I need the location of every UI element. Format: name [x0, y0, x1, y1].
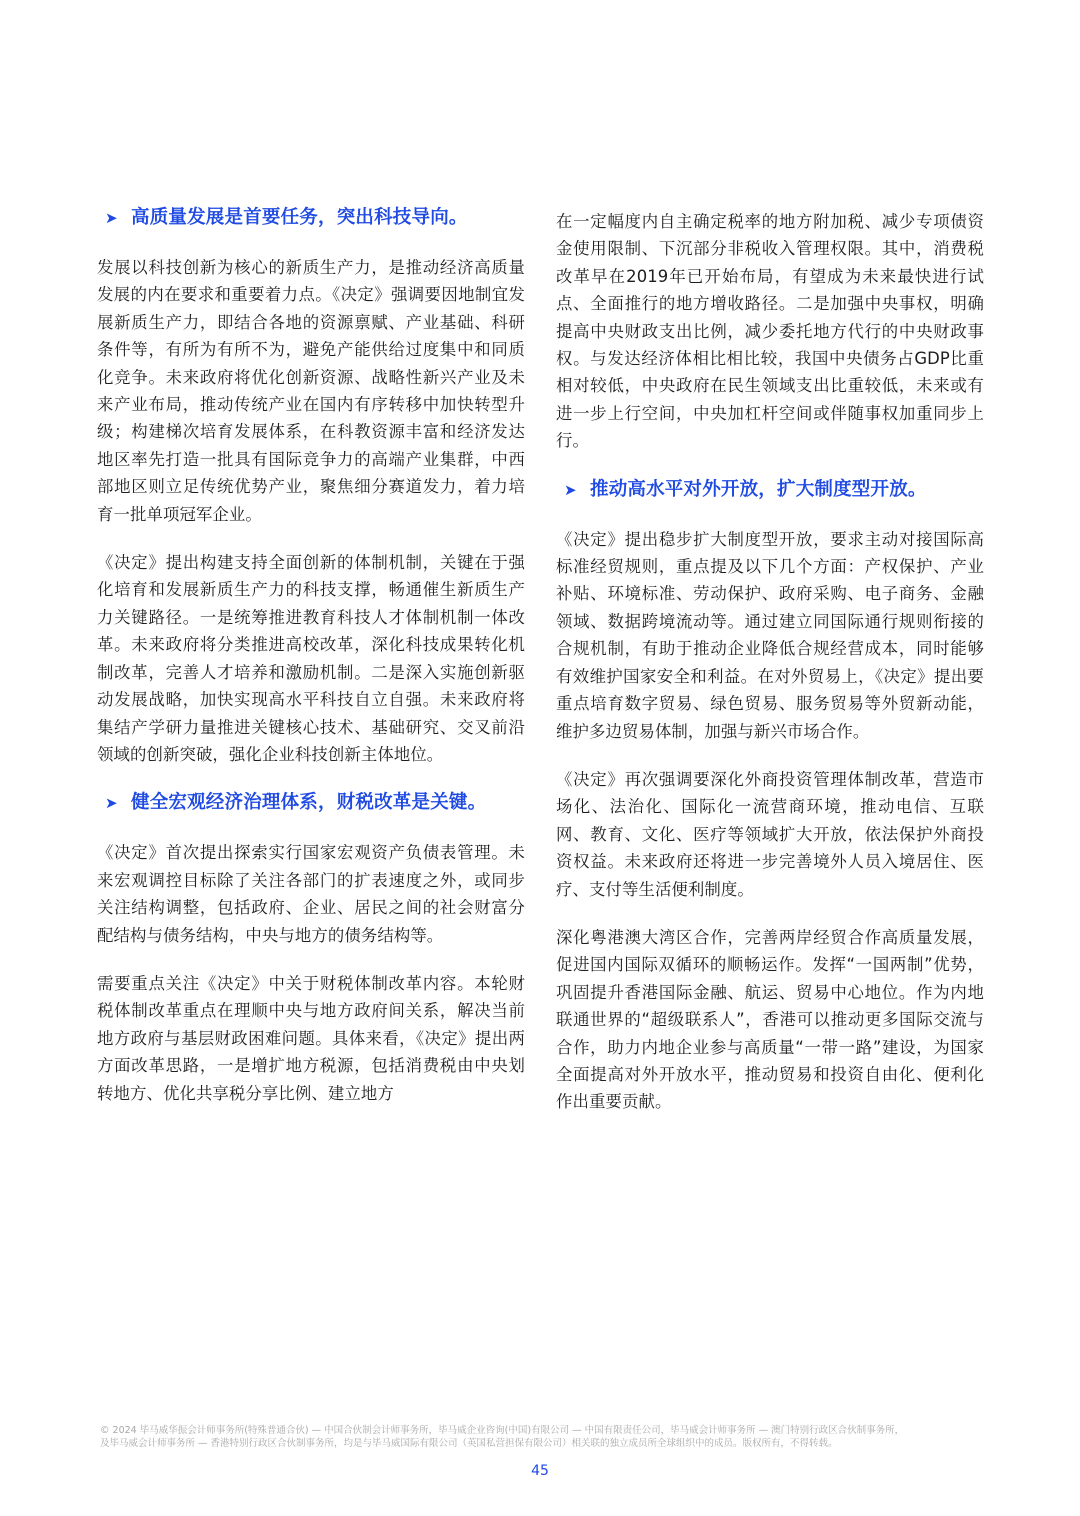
section-heading-macro: [97, 789, 525, 817]
paragraph: 《决定》再次强调要深化外商投资管理体制改革，营造市场化、法治化、国际化一流营商环境，推动电信、互联网、教育、文化、医疗等领域扩大开放，依法保护外商投资权益。未来政府还将进一步完善境外人员入境居住、医疗、支付等生活便利制度。: [556, 769, 984, 899]
footer-line: 及毕马威会计师事务所 — 香港特别行政区合伙制事务所，均是与毕马威国际有限公司（英国私营担保有限公司）相关联的独立成员所全球组织中的成员。版权所有，不得转载。: [100, 1438, 838, 1449]
arrow-bullet-icon: ➤: [564, 480, 577, 499]
paragraph: 《决定》提出构建支持全面创新的体制机制，关键在于强化培育和发展新质生产力的科技支撑，畅通催生新质生产力关键路径。一是统筹推进教育科技人才体制机制一体改革。未来政府将分类推进高校改革，深化科技成果转化机制改革，完善人才培养和激励机制。二是深入实施创新驱动发展战略，加快实现高水平科技自立自强。未来政府将集结产学研力量推进关键核心技术、基础研究、交叉前沿领域的创新突破，强化企业科技创新主体地位。: [97, 553, 525, 764]
paragraph: 需要重点关注《决定》中关于财税体制改革内容。本轮财税体制改革重点在理顺中央与地方政府间关系，解决当前地方政府与基层财政困难问题。具体来看，《决定》提出两方面改革思路，一是增扩地方税源，包括消费税由中央划转地方、优化共享税分享比例、建立地方: [97, 973, 525, 1103]
paragraph: 《决定》首次提出探索实行国家宏观资产负债表管理。未来宏观调控目标除了关注各部门的扩表速度之外，或同步关注结构调整，包括政府、企业、居民之间的社会财富分配结构与债务结构，中央与地方的债务结构等。: [97, 843, 525, 945]
paragraph: 在一定幅度内自主确定税率的地方附加税、减少专项债资金使用限制、下沉部分非税收入管理权限。其中，消费税改革早在2019年已开始布局，有望成为未来最快进行试点、全面推行的地方增收路径。二是加强中央事权，明确提高中央财政支出比例，减少委托地方代行的中央财政事权。与发达经济体相比相比较，我国中央债务占GDP比重相对较低，中央政府在民生领域支出比重较低，未来或有进一步上行空间，中央加杠杆空间或伴随事权加重同步上行。: [556, 212, 984, 451]
paragraph: 《决定》提出稳步扩大制度型开放，要求主动对接国际高标准经贸规则，重点提及以下几个方面：产权保护、产业补贴、环境标准、劳动保护、政府采购、电子商务、金融领域、数据跨境流动等。通过建立同国际通行规则衔接的合规机制，有助于推动企业降低合规经营成本，同时能够有效维护国家安全和利益。在对外贸易上，《决定》提出要重点培育数字贸易、绿色贸易、服务贸易等外贸新动能，维护多边贸易体制，加强与新兴市场合作。: [556, 529, 984, 741]
section-heading-opening: [556, 476, 984, 504]
left-column: [97, 204, 525, 1128]
section-heading-text: 健全宏观经济治理体系，财税改革是关键。: [131, 792, 487, 814]
paragraph: 发展以科技创新为核心的新质生产力，是推动经济高质量发展的内在要求和重要着力点。《决定》强调要因地制宜发展新质生产力，即结合各地的资源禀赋、产业基础、科研条件等，有所为有所不为，避免产能供给过度集中和同质化竞争。未来政府将优化创新资源、战略性新兴产业及未来产业布局，推动传统产业在国内有序转移中加快转型升级；构建梯次培育发展体系，在科教资源丰富和经济发达地区率先打造一批具有国际竞争力的高端产业集群，中西部地区则立足传统优势产业，聚焦细分赛道发力，着力培育一批单项冠军企业。: [97, 258, 525, 524]
right-column: [556, 208, 984, 1137]
section-heading-text: 推动高水平对外开放，扩大制度型开放。: [590, 478, 927, 500]
arrow-bullet-icon: ➤: [105, 209, 118, 227]
footer-line: © 2024 毕马威华振会计师事务所(特殊普通合伙) — 中国合伙制会计师事务所，毕马威企业咨询(中国)有限公司 — 中国有限责任公司，毕马威会计师事务所 — 澳门特别行政区合伙制事务所，: [100, 1425, 905, 1436]
paragraph: 深化粤港澳大湾区合作，完善两岸经贸合作高质量发展，促进国内国际双循环的顺畅运作。发挥“一国两制”优势，巩固提升香港国际金融、航运、贸易中心地位。作为内地联通世界的“超级联系人”，香港可以推动更多国际交流与合作，助力内地企业参与高质量“一带一路”建设，为国家全面提高对外开放水平，推动贸易和投资自由化、便利化作出重要贡献。: [556, 927, 984, 1112]
copyright-footer: [100, 1424, 990, 1450]
section-heading-tech: [97, 204, 525, 232]
page-number: 45: [531, 1463, 549, 1479]
section-heading-text: 高质量发展是首要任务，突出科技导向。: [131, 207, 468, 228]
arrow-bullet-icon: ➤: [105, 794, 118, 813]
